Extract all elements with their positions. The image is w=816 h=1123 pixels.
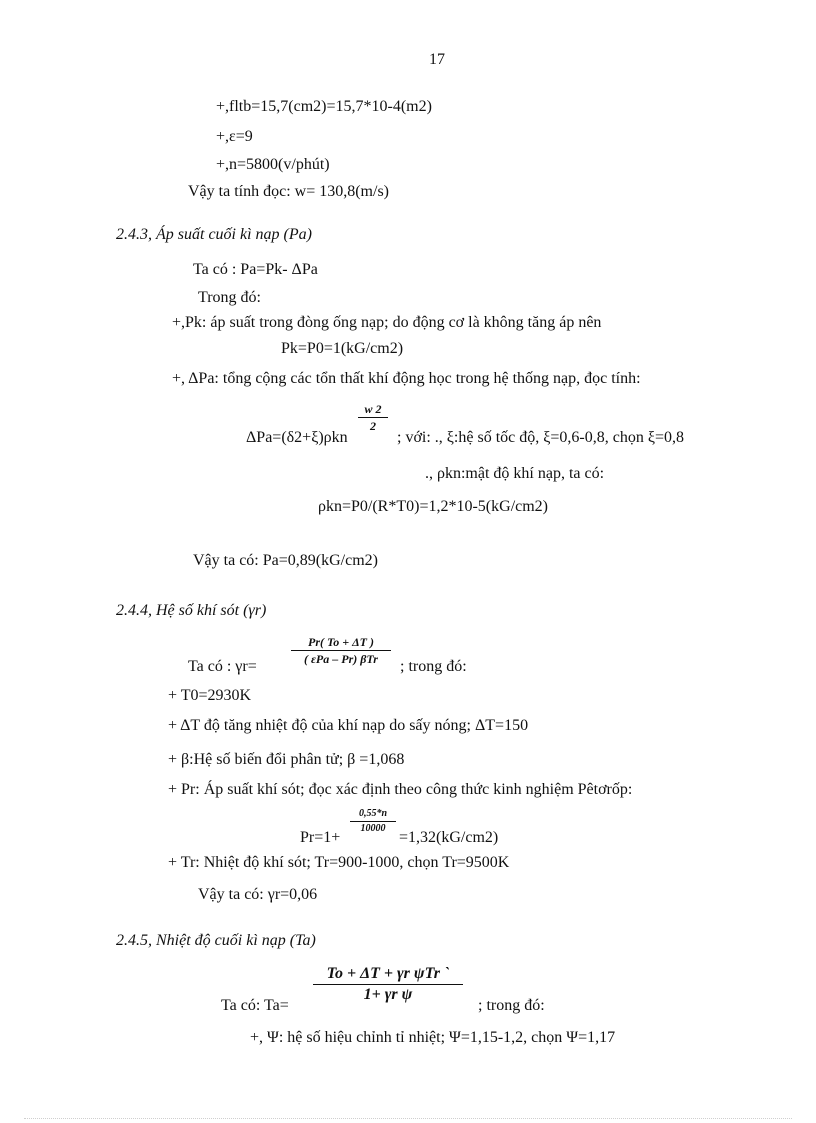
delta-pa-equation-right: ; với: ., ξ:hệ số tốc độ, ξ=0,6-0,8, chọn ξ=0,8 [397,429,684,446]
delta-pa-fraction [358,403,388,432]
delta-pa-equation-left: ΔPa=(δ2+ξ)ρkn [246,429,348,446]
fraction-numerator: w 2 [364,402,382,416]
page-number: 17 [429,51,445,68]
delta-t-description: + ΔT độ tăng nhiệt độ của khí nạp do sấy nóng; ΔT=150 [168,717,529,734]
ta-equation-right: ; trong đó: [478,997,545,1014]
fraction-denominator: ( εPa – Pr) βTr [304,652,378,666]
psi-description: +, Ψ: hệ số hiệu chỉnh tỉ nhiệt; Ψ=1,15-1,2, chọn Ψ=1,17 [250,1029,616,1046]
fraction-denominator: 10000 [360,823,386,834]
pk-value: Pk=P0=1(kG/cm2) [281,340,404,357]
page-bottom-divider [24,1118,792,1119]
beta-description: + β:Hệ số biến đổi phân tử; β =1,068 [168,751,405,768]
gamma-r-equation-right: ; trong đó: [400,658,467,675]
fraction-denominator: 2 [370,419,376,433]
delta-pa-description: +, ΔPa: tổng cộng các tổn thất khí động học trong hệ thống nạp, đọc tính: [172,370,641,387]
pk-description: +,Pk: áp suất trong đòng ống nạp; do động cơ là không tăng áp nên [172,314,602,331]
gamma-r-result: Vậy ta có: γr=0,06 [198,886,318,903]
section-heading-2-4-5: 2.4.5, Nhiệt độ cuối kì nạp (Ta) [116,932,316,949]
rho-kn-formula: ρkn=P0/(R*T0)=1,2*10-5(kG/cm2) [318,498,549,515]
fraction-denominator: 1+ γr ψ [363,986,413,1003]
fraction-numerator: To + ΔT + γr ψTr ` [326,965,450,982]
pr-equation-right: =1,32(kG/cm2) [399,829,499,846]
text-line-epsilon: +,ε=9 [216,128,253,145]
fraction-numerator: 0,55*n [358,808,388,819]
pr-description: + Pr: Áp suất khí sót; đọc xác định theo công thức kinh nghiệm Pêtơrốp: [168,781,633,798]
t0-value: + T0=2930K [168,687,252,704]
ta-fraction [313,966,463,1003]
text-line-fltb: +,fltb=15,7(cm2)=15,7*10-4(m2) [216,98,432,115]
ta-equation-left: Ta có: Ta= [221,997,289,1014]
rho-kn-description: ., ρkn:mật độ khí nạp, ta có: [425,465,605,482]
pa-formula-line: Ta có : Pa=Pk- ΔPa [193,261,318,278]
text-line-n: +,n=5800(v/phút) [216,156,330,173]
text-line-velocity-result: Vậy ta tính đọc: w= 130,8(m/s) [188,183,389,200]
section-heading-2-4-4: 2.4.4, Hệ số khí sót (γr) [116,602,267,619]
gamma-r-fraction [291,636,391,665]
fraction-numerator: Pr( To + ΔT ) [308,635,374,649]
pr-equation-left: Pr=1+ [300,829,341,846]
gamma-r-equation-left: Ta có : γr= [188,658,257,675]
section-heading-2-4-3: 2.4.3, Áp suất cuối kì nạp (Pa) [116,226,312,243]
pa-result: Vậy ta có: Pa=0,89(kG/cm2) [193,552,378,569]
pr-fraction [350,809,396,834]
trong-do-label: Trong đó: [198,289,261,306]
tr-description: + Tr: Nhiệt độ khí sót; Tr=900-1000, chọn Tr=9500K [168,854,510,871]
